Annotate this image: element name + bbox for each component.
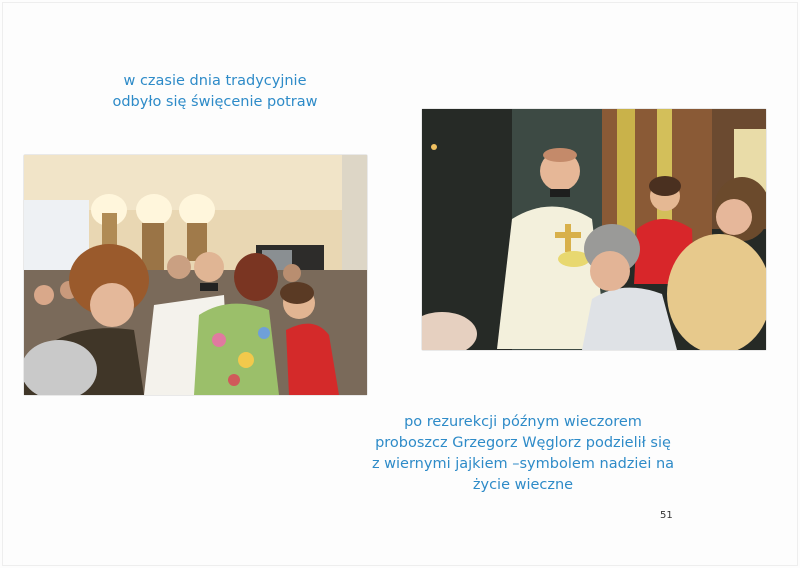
caption-bottom: [368, 412, 678, 496]
photo-blessing-of-food: [24, 155, 367, 395]
caption-bottom-line-3: z wiernymi jajkiem –symbolem nadziei na: [371, 456, 675, 472]
photo-sharing-egg: [422, 109, 766, 350]
caption-top-line-2: odbyło się święcenie potraw: [112, 94, 318, 110]
page-number: 51: [660, 510, 673, 521]
caption-bottom-line-4: życie wieczne: [472, 477, 574, 493]
caption-bottom-line-1: po rezurekcji późnym wieczorem: [404, 414, 642, 430]
caption-top-line-1: w czasie dnia tradycyjnie: [123, 73, 307, 89]
caption-bottom-line-2: proboszcz Grzegorz Węglorz podzielił się: [375, 435, 671, 451]
caption-top: [100, 71, 330, 113]
